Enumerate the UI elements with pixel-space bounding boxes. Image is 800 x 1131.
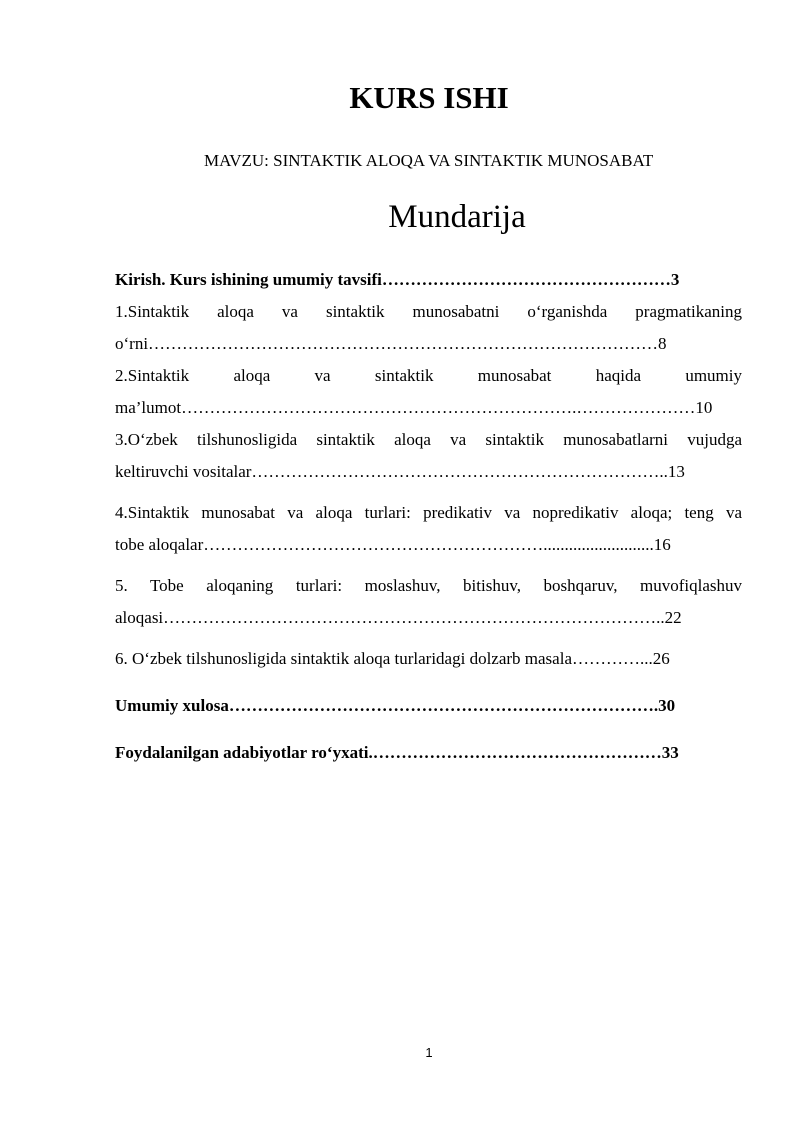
toc-entry-chapter-4 — [115, 497, 742, 561]
toc-entry-introduction — [115, 264, 742, 296]
toc-entry-chapter-6 — [115, 643, 742, 675]
toc-entry-line: 2.Sintaktik aloqa va sintaktik munosabat haqida umumiy — [115, 366, 742, 385]
toc-entry-line: 4.Sintaktik munosabat va aloqa turlari: predikativ va nopredikativ aloqa; teng va — [115, 503, 742, 522]
toc-entry-line: ma’lumot…………………………………………………………….…………………10 — [115, 398, 713, 417]
toc-entry-chapter-2 — [115, 360, 742, 424]
toc-entry-conclusion — [115, 690, 742, 722]
page-number: 1 — [425, 1045, 433, 1060]
toc-entry-line: 1.Sintaktik aloqa va sintaktik munosabatni o‘rganishda pragmatikaning — [115, 302, 742, 321]
document-title: KURS ISHI — [349, 80, 509, 115]
toc-entry-line: 5. Tobe aloqaning turlari: moslashuv, bitishuv, boshqaruv, muvofiqlashuv — [115, 576, 742, 595]
toc-entry-references — [115, 737, 742, 769]
toc-entry-line: Kirish. Kurs ishining umumiy tavsifi……………………………………………3 — [115, 270, 680, 289]
toc-entry-line: Umumiy xulosa………………………………………………………………….30 — [115, 696, 676, 715]
toc-entry-line: keltiruvchi vositalar………………………………………………………………..13 — [115, 462, 685, 481]
toc-entry-chapter-1 — [115, 296, 742, 360]
toc-heading: Mundarija — [388, 199, 526, 235]
toc-entry-line: tobe aloqalar……………………………………………………..........................16 — [115, 535, 671, 554]
toc-entry-chapter-5 — [115, 570, 742, 634]
toc-entry-line: Foydalanilgan adabiyotlar ro‘yxati.……………………………………………33 — [115, 743, 679, 762]
toc-entry-chapter-3 — [115, 424, 742, 488]
table-of-contents — [115, 264, 742, 769]
toc-entry-line: 6. O‘zbek tilshunosligida sintaktik aloqa turlaridagi dolzarb masala…………...26 — [115, 649, 670, 668]
toc-entry-line: 3.O‘zbek tilshunosligida sintaktik aloqa va sintaktik munosabatlarni vujudga — [115, 430, 742, 449]
document-subtitle: MAVZU: SINTAKTIK ALOQA VA SINTAKTIK MUNOSABAT — [204, 151, 654, 170]
toc-entry-line: o‘rni………………………………………………………………………………8 — [115, 334, 667, 353]
toc-entry-line: aloqasi……………………………………………………………………………..22 — [115, 608, 682, 627]
